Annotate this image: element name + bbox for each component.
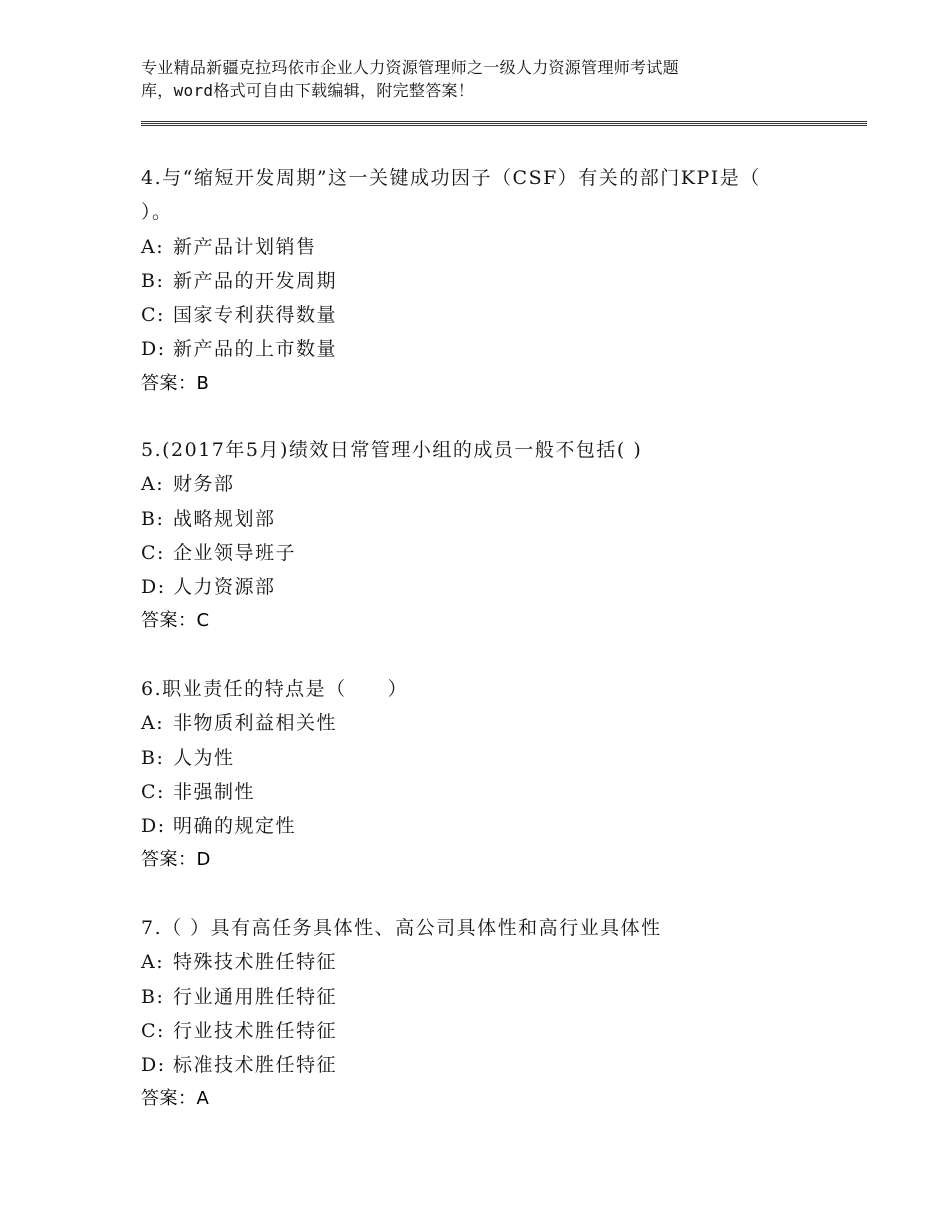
option-label: D: <box>141 338 166 361</box>
option-c <box>141 298 821 332</box>
question-stem: 4.与“缩短开发周期”这一关键成功因子（CSF）有关的部门KPI是（ <box>141 167 761 189</box>
option-text: 人力资源部 <box>173 576 276 599</box>
option-c <box>141 536 821 570</box>
divider-line <box>141 121 867 122</box>
option-label: A: <box>141 473 165 496</box>
option-text: 人为性 <box>173 746 235 769</box>
option-label: A: <box>141 235 165 258</box>
question-stem: 6.职业责任的特点是（ ） <box>141 678 409 700</box>
option-d <box>141 570 821 604</box>
option-text: 新产品的上市数量 <box>173 338 338 361</box>
option-a <box>141 945 821 979</box>
question-stem: 7.（ ）具有高任务具体性、高公司具体性和高行业具体性 <box>141 917 662 939</box>
option-label: A: <box>141 712 165 735</box>
answer-line: 答案：A <box>141 1088 210 1110</box>
option-text: 非物质利益相关性 <box>173 712 338 735</box>
option-b <box>141 980 821 1014</box>
option-text: 国家专利获得数量 <box>173 304 338 327</box>
option-d <box>141 809 821 843</box>
option-d <box>141 1048 821 1082</box>
header-line: 库，word格式可自由下载编辑，附完整答案！ <box>141 81 475 100</box>
option-c <box>141 775 821 809</box>
option-a <box>141 230 821 264</box>
document-header <box>141 56 781 102</box>
option-label: D: <box>141 1054 166 1077</box>
option-text: 企业领导班子 <box>173 541 297 564</box>
option-label: D: <box>141 576 166 599</box>
option-label: C: <box>141 1019 165 1042</box>
answer-line: 答案：C <box>141 610 210 632</box>
option-label: D: <box>141 815 166 838</box>
divider-line <box>141 123 867 124</box>
answer-line: 答案：D <box>141 849 211 871</box>
option-text: 新产品的开发周期 <box>173 269 338 292</box>
option-label: A: <box>141 951 165 974</box>
option-text: 特殊技术胜任特征 <box>173 951 338 974</box>
option-label: C: <box>141 780 165 803</box>
option-label: B: <box>141 746 165 769</box>
option-a <box>141 467 821 501</box>
option-label: C: <box>141 541 165 564</box>
option-b <box>141 502 821 536</box>
option-label: B: <box>141 269 165 292</box>
option-text: 新产品计划销售 <box>173 235 317 258</box>
option-a <box>141 706 821 740</box>
option-text: 行业技术胜任特征 <box>173 1019 338 1042</box>
question-stem: 5.(2017年5月)绩效日常管理小组的成员一般不包括( ) <box>141 439 643 461</box>
question-4 <box>141 161 821 401</box>
option-b <box>141 741 821 775</box>
question-6 <box>141 672 821 878</box>
option-text: 明确的规定性 <box>173 815 297 838</box>
question-5 <box>141 433 821 639</box>
divider-line <box>141 125 867 126</box>
option-text: 战略规划部 <box>173 507 276 530</box>
option-label: B: <box>141 507 165 530</box>
answer-line: 答案：B <box>141 372 210 394</box>
option-text: 非强制性 <box>173 780 256 803</box>
header-line: 专业精品新疆克拉玛依市企业人力资源管理师之一级人力资源管理师考试题 <box>141 58 679 77</box>
option-d <box>141 332 821 366</box>
header-divider <box>141 121 867 126</box>
option-text: 行业通用胜任特征 <box>173 985 338 1008</box>
option-b <box>141 264 821 298</box>
option-text: 标准技术胜任特征 <box>173 1054 338 1077</box>
question-stem: ）。 <box>141 201 173 224</box>
option-label: B: <box>141 985 165 1008</box>
question-7 <box>141 911 821 1117</box>
option-c <box>141 1014 821 1048</box>
option-text: 财务部 <box>173 473 235 496</box>
option-label: C: <box>141 304 165 327</box>
